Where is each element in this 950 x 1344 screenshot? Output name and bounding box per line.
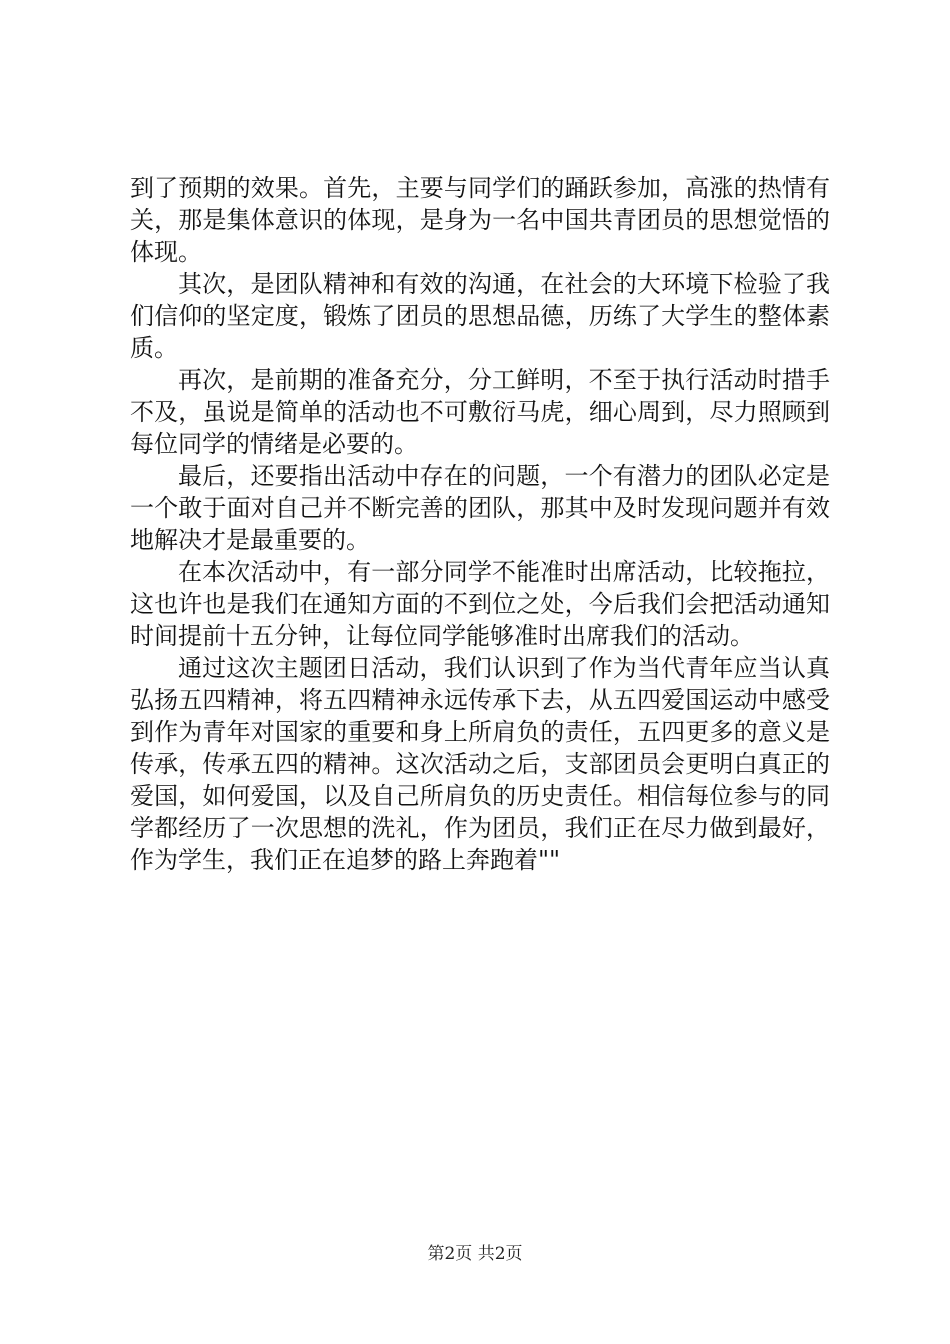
paragraph-preparation: 再次，是前期的准备充分，分工鲜明，不至于执行活动时措手不及，虽说是简单的活动也不可敷衍马虎，细心周到，尽力照顾到每位同学的情绪是必要的。	[130, 366, 830, 458]
paragraph-attendance: 在本次活动中，有一部分同学不能准时出席活动，比较拖拉，这也许也是我们在通知方面的不到位之处，今后我们会把活动通知时间提前十五分钟，让每位同学能够准时出席我们的活动。	[130, 558, 830, 650]
paragraph-continuation: 到了预期的效果。首先，主要与同学们的踊跃参加，高涨的热情有关，那是集体意识的体现，是身为一名中国共青团员的思想觉悟的体现。	[130, 174, 830, 266]
paragraph-problems: 最后，还要指出活动中存在的问题，一个有潜力的团队必定是一个敢于面对自己并不断完善的团队，那其中及时发现问题并有效地解决才是最重要的。	[130, 462, 830, 554]
page-footer	[0, 1244, 950, 1264]
document-body	[130, 172, 830, 876]
paragraph-teamwork: 其次，是团队精神和有效的沟通，在社会的大环境下检验了我们信仰的坚定度，锻炼了团员的思想品德，历练了大学生的整体素质。	[130, 270, 830, 362]
page-indicator: 第2页 共2页	[427, 1244, 523, 1264]
paragraph-conclusion: 通过这次主题团日活动，我们认识到了作为当代青年应当认真弘扬五四精神，将五四精神永远传承下去，从五四爱国运动中感受到作为青年对国家的重要和身上所肩负的责任，五四更多的意义是传承，传承五四的精神。这次活动之后，支部团员会更明白真正的爱国，如何爱国，以及自己所肩负的历史责任。相信每位参与的同学都经历了一次思想的洗礼，作为团员，我们正在尽力做到最好，作为学生，我们正在追梦的路上奔跑着""	[130, 654, 830, 874]
